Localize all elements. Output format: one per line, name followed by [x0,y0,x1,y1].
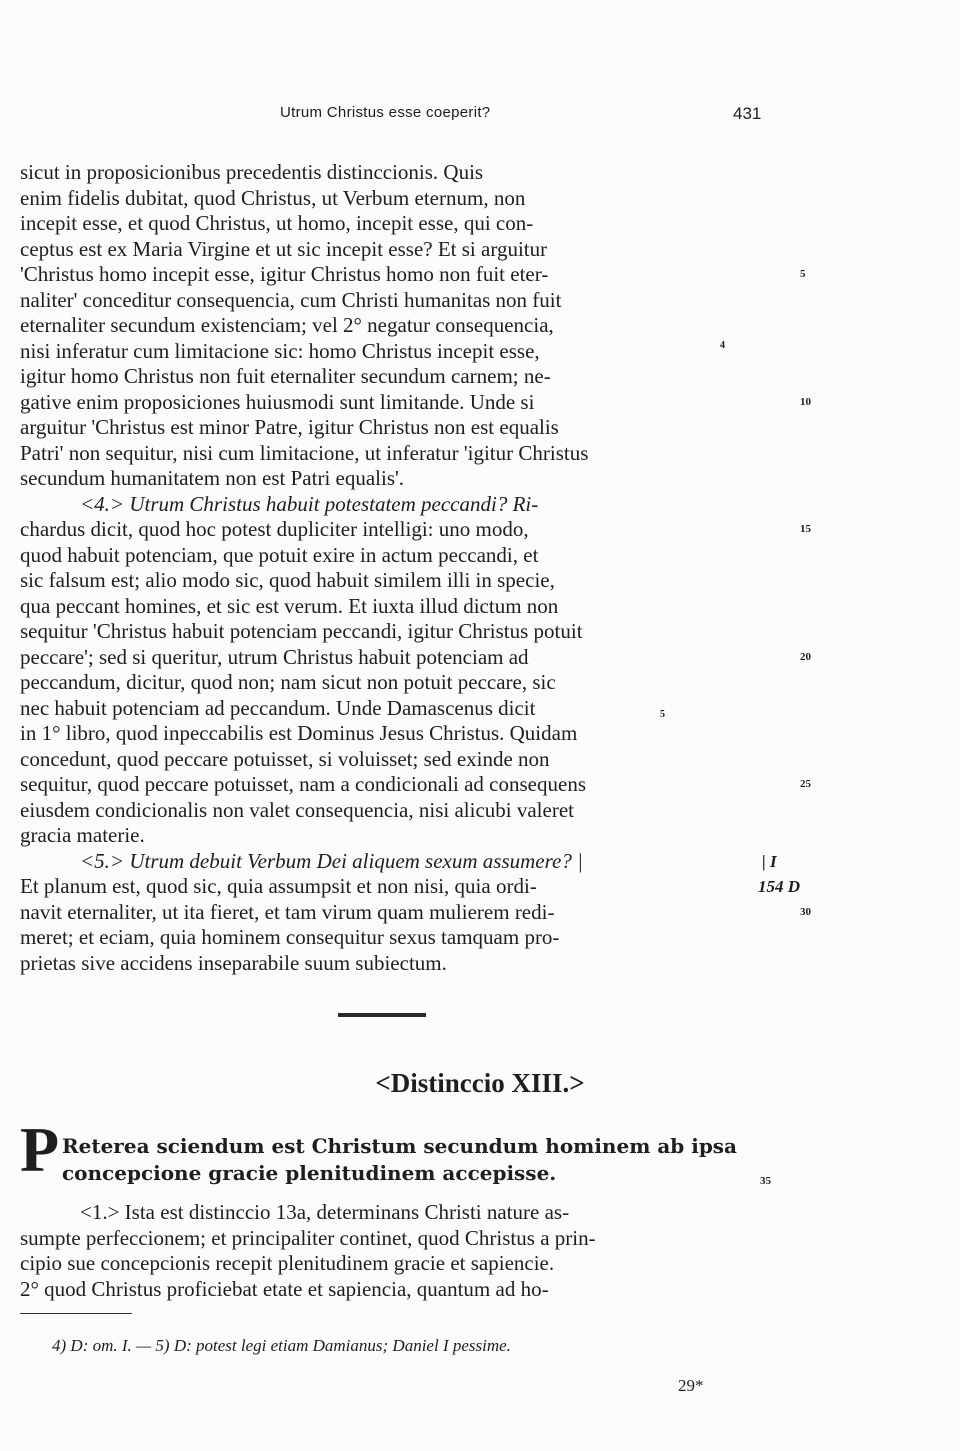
text-line: sequitur, quod peccare potuisset, nam a condicionali ad consequens [20,772,586,796]
line-number: 30 [800,905,811,918]
text-line: 'Christus homo incepit esse, igitur Christus homo non fuit eter- [20,262,549,286]
text-line: sicut in proposicionibus precedentis distinccionis. Quis [20,160,484,184]
section-divider [338,1013,426,1017]
text-line: navit eternaliter, ut ita fieret, et tam virum quam mulierem redi- [20,899,555,924]
text-line-wrap [20,517,811,543]
text-line-wrap [20,772,811,798]
distinction-text [20,1200,760,1302]
text-line: cipio sue concepcionis recepit plenitudinem gracie et sapiencie. [20,1251,555,1275]
line-number: 10 [800,395,811,408]
margin-note-folio: 154 D [758,877,801,896]
line-number: 5 [800,268,806,280]
text-line: 2° quod Christus proficiebat etate et sapiencia, quantum ad ho- [20,1276,549,1301]
text-line: peccare'; sed si queritur, utrum Christus habuit potenciam ad [20,644,529,669]
text-line-wrap [20,262,806,288]
text-line-wrap [20,848,777,875]
footnote-mark: 4 [720,339,725,351]
question-heading: <4.> Utrum Christus habuit potestatem peccandi? Ri- [80,491,539,516]
signature-mark: 29* [678,1376,704,1395]
text-line: eternaliter secundum existenciam; vel 2° negatur consequencia, [20,313,554,337]
text-line: ceptus est ex Maria Virgine et ut sic incepit esse? Et si arguitur [20,236,548,261]
line-number: 20 [800,650,811,663]
distinction-summary [62,1133,737,1187]
text-line: concedunt, quod peccare potuisset, si voluisset; sed exinde non [20,746,550,771]
text-line: nec habuit potenciam ad peccandum. Unde Damascenus dicit [20,695,536,720]
text-line: sumpte perfeccionem; et principaliter continet, quod Christus a prin- [20,1225,596,1250]
text-line: <1.> Ista est distinccio 13a, determinans Christi nature as- [80,1200,570,1224]
page-number: 431 [733,104,762,123]
text-line: sequitur 'Christus habuit potenciam peccandi, igitur Christus potuit [20,619,583,643]
line-number: 15 [800,523,811,535]
text-line-wrap [20,644,811,671]
text-line-wrap [20,899,811,926]
text-line-wrap [20,389,811,416]
text-line: qua peccant homines, et sic est verum. Et iuxta illud dictum non [20,593,559,618]
text-line: quod habuit potenciam, que potuit exire in actum peccandi, et [20,542,539,567]
text-line: igitur homo Christus non fuit eternaliter secundum carnem; ne- [20,364,551,388]
running-title: Utrum Christus esse coeperit? [280,104,491,121]
summary-line: concepcione gracie plenitudinem accepisse. [62,1161,557,1185]
text-line-wrap [20,339,760,365]
text-line-wrap [20,696,760,722]
text-line: Et planum est, quod sic, quia assumpsit et non nisi, quia ordi- [20,874,537,898]
text-line: gative enim proposiciones huiusmodi sunt limitande. Unde si [20,389,535,414]
text-line: gracia materie. [20,823,145,847]
text-line: secundum humanitatem non est Patri equalis'. [20,466,405,490]
text-line: peccandum, dicitur, quod non; nam sicut non potuit peccare, sic [20,670,556,694]
text-line: meret; et eciam, quia hominem consequitur sexus tamquam pro- [20,925,560,949]
margin-note-column: | I [762,851,777,871]
text-line: prietas sive accidens inseparabile suum subiectum. [20,950,447,975]
section-heading: <Distinccio XIII.> [375,1068,585,1098]
line-number: 25 [800,778,811,790]
text-line: sic falsum est; alio modo sic, quod habuit similem illi in specie, [20,568,555,592]
text-line: naliter' conceditur consequencia, cum Christi humanitas non fuit [20,287,562,312]
text-line: chardus dicit, quod hoc potest dupliciter intelligi: uno modo, [20,517,529,541]
text-line-wrap [20,874,801,900]
text-line: incepit esse, et quod Christus, ut homo, incepit esse, qui con- [20,211,534,235]
footnote: 4) D: om. I. — 5) D: potest legi etiam Damianus; Daniel I pessime. [52,1336,511,1355]
text-line: enim fidelis dubitat, quod Christus, ut Verbum eternum, non [20,185,526,210]
footnote-mark: 5 [660,708,665,720]
question-heading: <5.> Utrum debuit Verbum Dei aliquem sexum assumere? | [80,848,583,873]
text-line: nisi inferatur cum limitacione sic: homo Christus incepit esse, [20,338,540,363]
line-number: 35 [760,1175,771,1187]
drop-cap: P [20,1114,60,1185]
text-line: in 1° libro, quod inpeccabilis est Dominus Jesus Christus. Quidam [20,721,578,745]
main-text [20,160,811,976]
text-line: eiusdem condicionalis non valet consequencia, nisi alicubi valeret [20,797,574,822]
footnote-rule [20,1313,132,1314]
summary-line: Reterea sciendum est Christum secundum hominem ab ipsa [62,1134,738,1158]
text-line: Patri' non sequitur, nisi cum limitacione, ut inferatur 'igitur Christus [20,440,589,465]
text-line: arguitur 'Christus est minor Patre, igitur Christus non est equalis [20,415,559,439]
